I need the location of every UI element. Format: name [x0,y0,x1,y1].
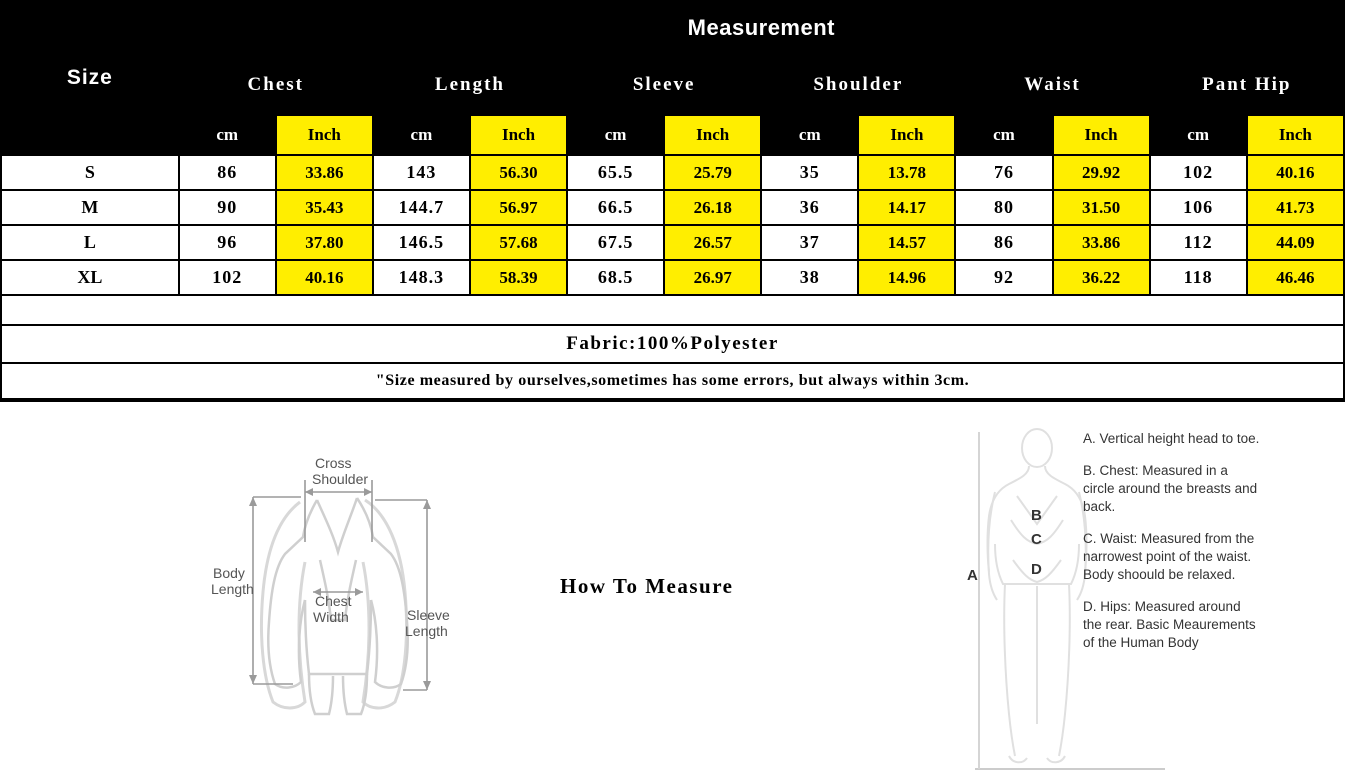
unit-header-cm: cm [179,115,276,155]
unit-header-inch: Inch [1053,115,1150,155]
cell-sleeve-inch: 26.97 [664,260,761,295]
cell-pant-hip-inch: 46.46 [1247,260,1344,295]
unit-header-inch: Inch [664,115,761,155]
cell-chest-inch: 40.16 [276,260,373,295]
cell-shoulder-cm: 37 [761,225,858,260]
cell-sleeve-inch: 26.18 [664,190,761,225]
table-header-row-3 [1,115,1344,155]
cell-sleeve-cm: 65.5 [567,155,664,190]
measurement-descriptions [1083,430,1263,666]
table-row [1,260,1344,295]
group-header-waist: Waist [955,55,1149,115]
fabric-row [1,325,1344,363]
cell-shoulder-cm: 36 [761,190,858,225]
description-c: C. Waist: Measured from the narrowest point of the waist. Body shoould be relaxed. [1083,531,1255,582]
unit-header-inch: Inch [858,115,955,155]
cell-length-cm: 143 [373,155,470,190]
label-body-length-line2: Length [211,581,254,597]
cell-length-inch: 57.68 [470,225,567,260]
cell-pant-hip-inch: 40.16 [1247,155,1344,190]
how-to-measure-section [0,400,1345,778]
marker-a: A [967,567,978,584]
cell-sleeve-inch: 26.57 [664,225,761,260]
unit-header-cm: cm [373,115,470,155]
cell-sleeve-cm: 66.5 [567,190,664,225]
cell-sleeve-cm: 67.5 [567,225,664,260]
cell-shoulder-inch: 14.57 [858,225,955,260]
table-row [1,155,1344,190]
how-to-measure-title: How To Measure [560,574,734,598]
unit-header-cm: cm [567,115,664,155]
group-header-sleeve: Sleeve [567,55,761,115]
cell-pant-hip-cm: 102 [1150,155,1247,190]
note-text: "Size measured by ourselves,sometimes has some errors, but always within 3cm. [1,363,1344,399]
fabric-text: Fabric:100%Polyester [1,325,1344,363]
cell-shoulder-cm: 35 [761,155,858,190]
cell-pant-hip-inch: 41.73 [1247,190,1344,225]
cell-length-cm: 144.7 [373,190,470,225]
cell-pant-hip-inch: 44.09 [1247,225,1344,260]
row-size-label: M [1,190,179,225]
cell-pant-hip-cm: 106 [1150,190,1247,225]
garment-measure-diagram-icon [205,442,505,742]
unit-header-cm: cm [955,115,1052,155]
cell-waist-cm: 76 [955,155,1052,190]
cell-waist-inch: 36.22 [1053,260,1150,295]
table-row [1,225,1344,260]
row-size-label: XL [1,260,179,295]
description-a: A. Vertical height head to toe. [1083,431,1260,446]
cell-waist-cm: 86 [955,225,1052,260]
cell-chest-inch: 37.80 [276,225,373,260]
cell-pant-hip-cm: 118 [1150,260,1247,295]
unit-header-inch: Inch [276,115,373,155]
cell-chest-cm: 86 [179,155,276,190]
table-header-row-2 [1,55,1344,115]
marker-c: C [1031,531,1042,548]
spacer-row [1,295,1344,325]
marker-d: D [1031,561,1042,578]
unit-header-inch: Inch [1247,115,1344,155]
cell-shoulder-inch: 14.17 [858,190,955,225]
cell-length-cm: 148.3 [373,260,470,295]
table-row [1,190,1344,225]
group-header-length: Length [373,55,567,115]
row-size-label: L [1,225,179,260]
label-chest-width-line2: Width [313,609,349,625]
cell-chest-cm: 90 [179,190,276,225]
unit-header-inch: Inch [470,115,567,155]
cell-chest-inch: 35.43 [276,190,373,225]
label-sleeve-length-line2: Length [405,623,448,639]
marker-b: B [1031,507,1042,524]
table-header-row-1 [1,1,1344,55]
description-b: B. Chest: Measured in a circle around the breasts and back. [1083,463,1258,514]
cell-length-inch: 56.30 [470,155,567,190]
cell-chest-cm: 96 [179,225,276,260]
measurement-title: Measurement [179,1,1344,55]
cell-waist-inch: 31.50 [1053,190,1150,225]
group-header-shoulder: Shoulder [761,55,955,115]
cell-sleeve-inch: 25.79 [664,155,761,190]
cell-length-inch: 56.97 [470,190,567,225]
group-header-chest: Chest [179,55,373,115]
size-column-header: Size [1,1,179,155]
cell-shoulder-cm: 38 [761,260,858,295]
note-row [1,363,1344,399]
label-body-length-line1: Body [213,565,245,581]
group-header-pant-hip: Pant Hip [1150,55,1344,115]
cell-waist-cm: 92 [955,260,1052,295]
label-cross-shoulder-line2: Shoulder [312,471,369,487]
cell-pant-hip-cm: 112 [1150,225,1247,260]
label-cross-shoulder-line1: Cross [315,455,352,471]
label-chest-width-line1: Chest [315,593,352,609]
unit-header-cm: cm [1150,115,1247,155]
cell-shoulder-inch: 13.78 [858,155,955,190]
label-sleeve-length-line1: Sleeve [407,607,450,623]
cell-length-inch: 58.39 [470,260,567,295]
cell-waist-cm: 80 [955,190,1052,225]
cell-waist-inch: 29.92 [1053,155,1150,190]
cell-chest-inch: 33.86 [276,155,373,190]
row-size-label: S [1,155,179,190]
unit-header-cm: cm [761,115,858,155]
cell-length-cm: 146.5 [373,225,470,260]
cell-waist-inch: 33.86 [1053,225,1150,260]
cell-sleeve-cm: 68.5 [567,260,664,295]
cell-chest-cm: 102 [179,260,276,295]
spacer-cell [1,295,1344,325]
cell-shoulder-inch: 14.96 [858,260,955,295]
description-d: D. Hips: Measured around the rear. Basic Meaurements of the Human Body [1083,599,1256,650]
